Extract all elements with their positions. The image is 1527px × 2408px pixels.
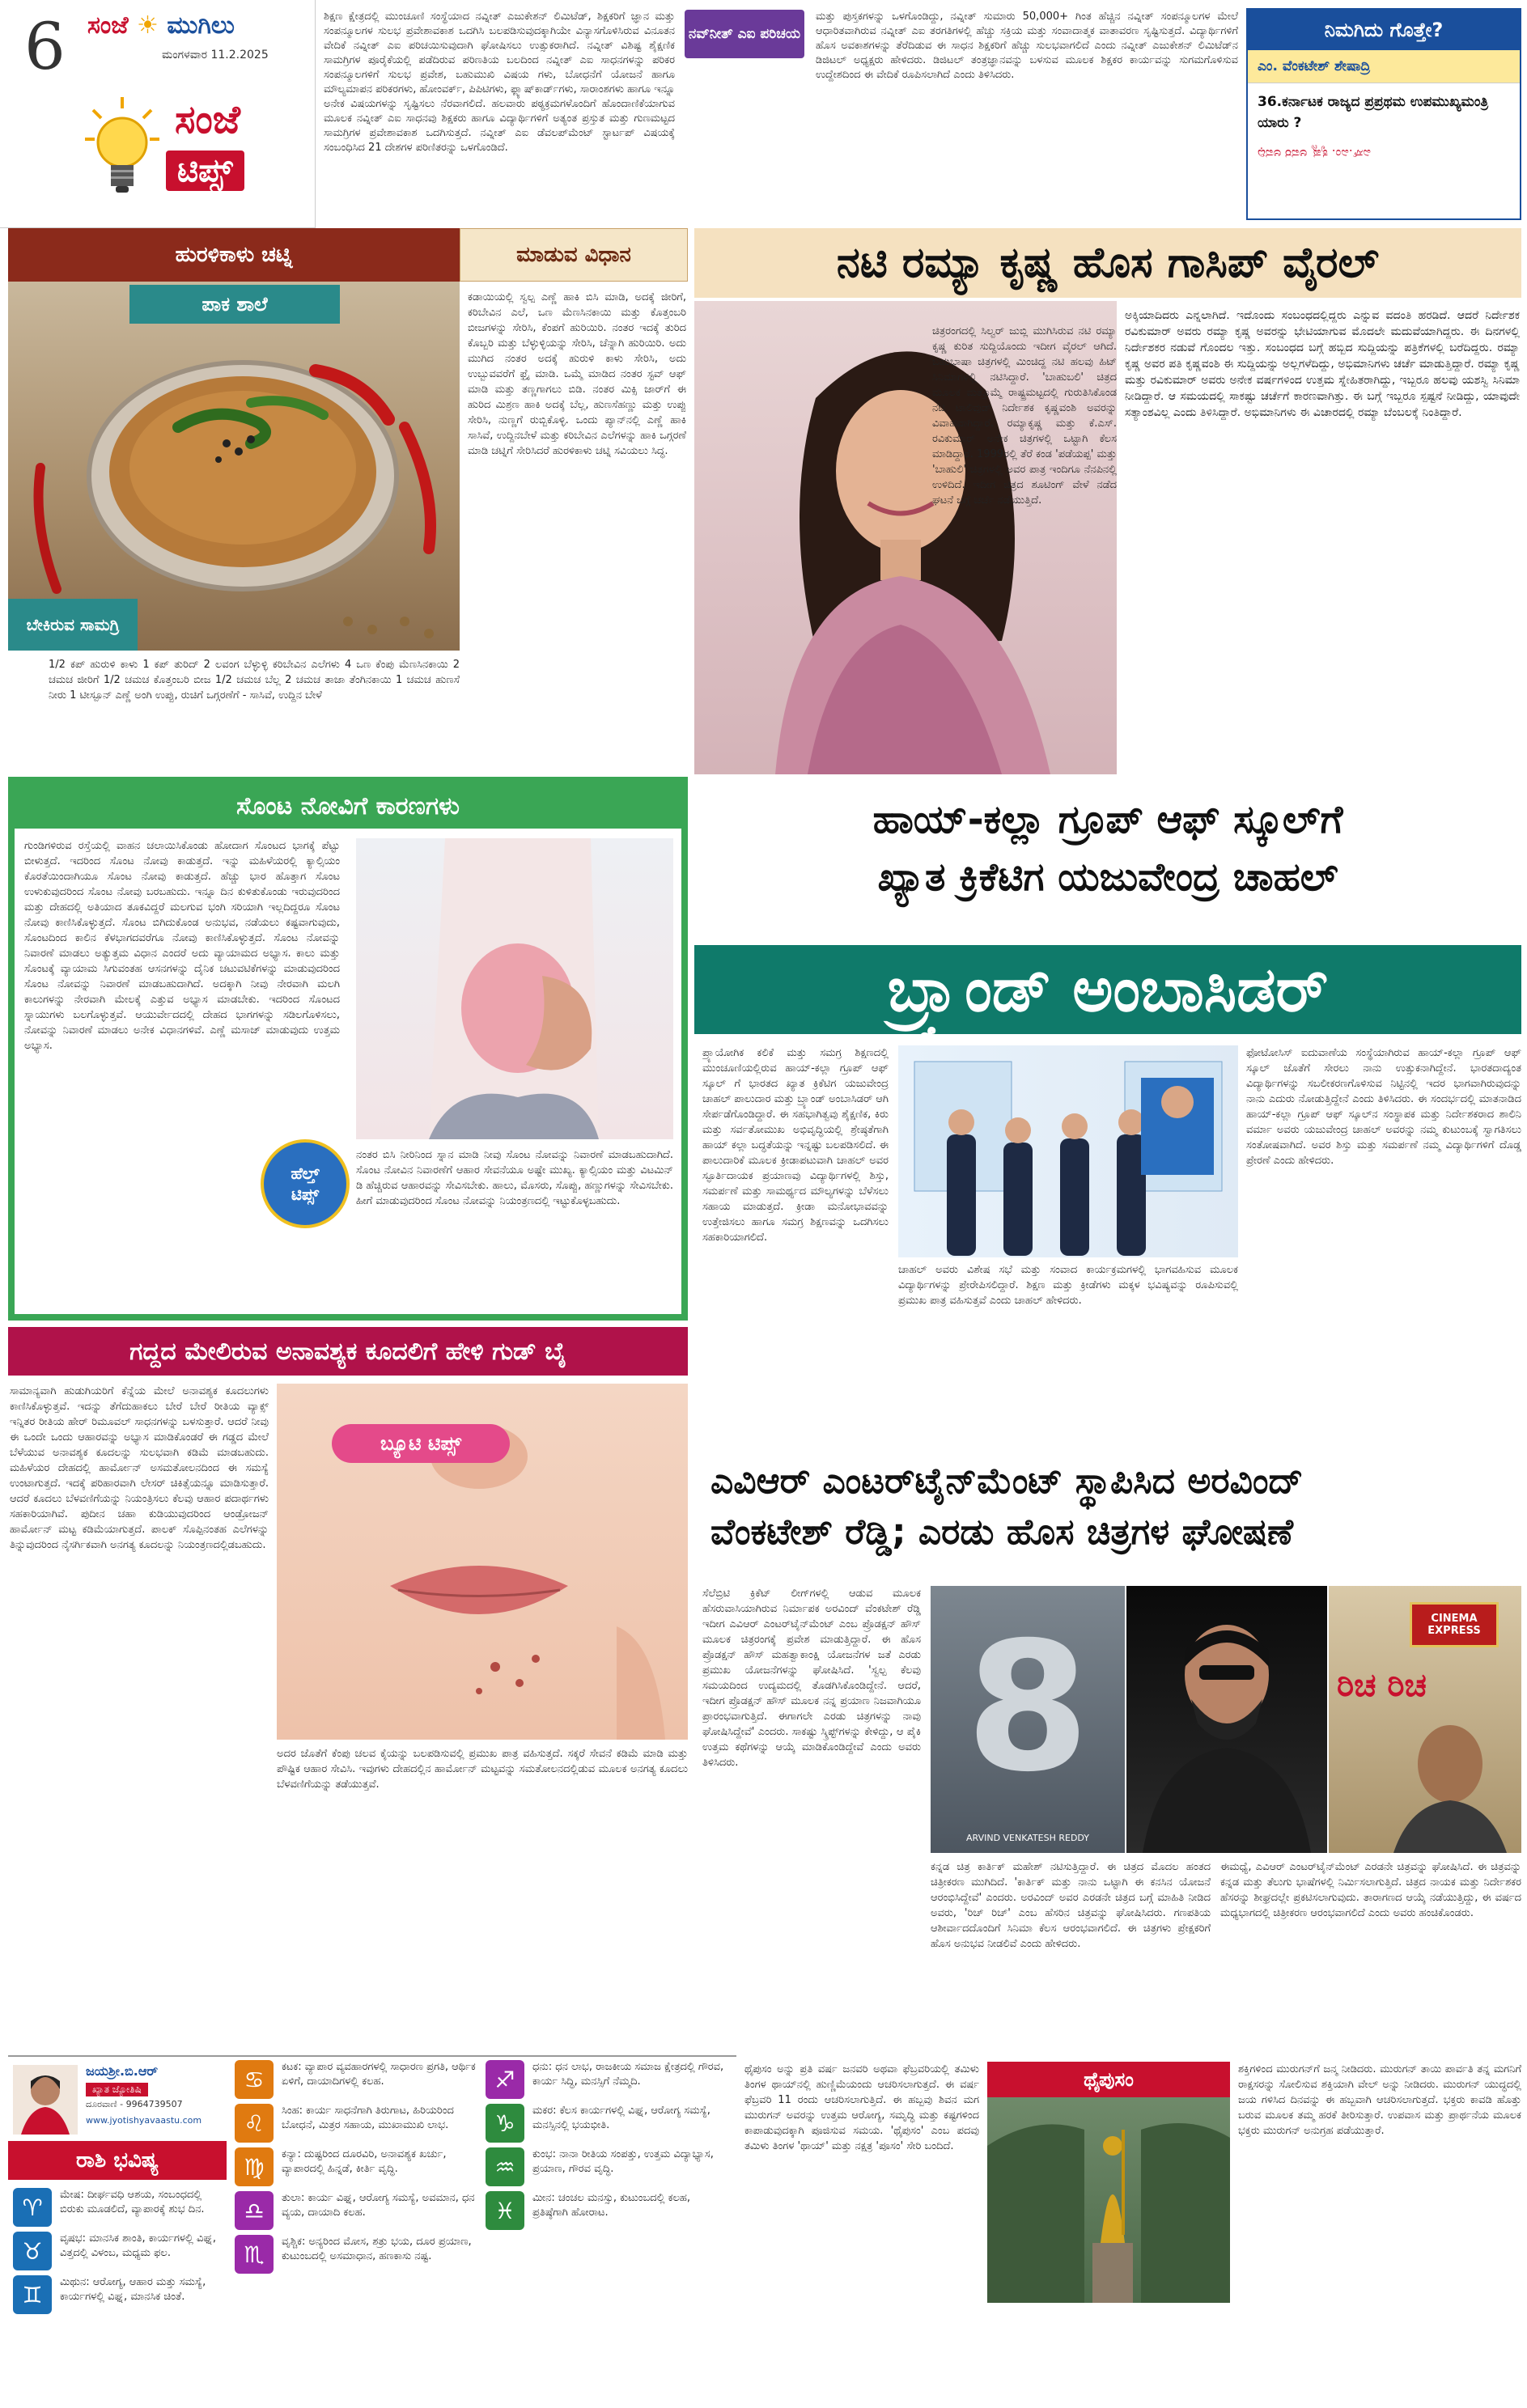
backpain-title: ಸೊಂಟ ನೋವಿಗೆ ಕಾರಣಗಳು (15, 783, 681, 829)
recipe-method-label: ಮಾಡುವ ವಿಧಾನ (460, 228, 688, 282)
astro-section (8, 2055, 736, 2403)
zodiac-item (235, 2191, 477, 2230)
zodiac-item (13, 2232, 227, 2270)
recipe-photo (8, 282, 460, 651)
beauty-title: ಗದ್ದದ ಮೇಲಿರುವ ಅನಾವಶ್ಯಕ ಕೂದಲಿಗೆ ಹೇಳಿ ಗುಡ್ ಬೈ (8, 1327, 688, 1376)
ramya-headline: ನಟಿ ರಮ್ಯಾ ಕೃಷ್ಣ ಹೊಸ ಗಾಸಿಪ್ ವೈರಲ್ (694, 228, 1521, 298)
issue-date: ಮಂಗಳವಾರ 11.2.2025 (162, 49, 269, 61)
sun-logo-icon: ☀ (137, 11, 159, 40)
avr-rich-title: ರಿಚ ರಿಚ (1337, 1667, 1427, 1704)
page-number: 6 (24, 9, 66, 84)
zodiac-sign-icon: ♎ (235, 2191, 274, 2230)
tips-word1: ಸಂಜೆ (175, 97, 240, 142)
zodiac-item (235, 2060, 477, 2099)
avr-headline (694, 1455, 1521, 1576)
zodiac-text: ಸಿಂಹ: ಕಾರ್ಯ ಸಾಧನೆಗಾಗಿ ತಿರುಗಾಟ, ಹಿರಿಯರಿಂದ ಬೋಧನೆ, ಮಿತ್ರರ ಸಹಾಯ, ಮುಖಾಮುಖಿ ಲಾಭ. (282, 2105, 454, 2131)
chahal-banner: ಬ್ರ್ಯಾಂಡ್ ಅಂಬಾಸಿಡರ್ (694, 945, 1521, 1034)
zodiac-item (486, 2060, 728, 2099)
beauty-text-right: ಅದರ ಜೊತೆಗೆ ಕೆಂಪು ಚಲವ ಕೈಯನ್ನು ಬಲಪಡಿಸುವಲ್ಲಿ ಪ್ರಮುಖ ಪಾತ್ರ ವಹಿಸುತ್ತದೆ. ಸಕ್ಕರೆ ಸೇವನೆ ಕಡಿಮೆ ಮಾಡಿ ಮತ್ತು ಪೌಷ್ಟಿಕ ಆಹಾರ ಸೇವಿಸಿ. ಇವುಗಳು ದೇಹದಲ್ಲಿನ ಹಾರ್ಮೋನ್ ಮಟ್ಟವನ್ನು ಸಮತೋಲನದಲ್ಲಿಡುವ ಮೂಲಕ ಅನಗತ್ಯ ಕೂದಲು ಬೆಳವಣಿಗೆಯನ್ನು ತಡೆಯುತ್ತವೆ. (277, 1748, 688, 1791)
badge-line1: ಹೆಲ್ತ್ (291, 1164, 320, 1183)
zodiac-text: ತುಲಾ: ಕಾರ್ಯ ವಿಘ್ನ, ಆರೋಗ್ಯ ಸಮಸ್ಯೆ, ಅವಮಾನ, ಧನ ವ್ಯಯ, ದಾಯಾದಿ ಕಲಹ. (282, 2192, 475, 2219)
paper-name (87, 11, 235, 40)
zodiac-text: ಕುಂಭ: ನಾನಾ ರೀತಿಯ ಸಂಪತ್ತು, ಉತ್ತಮ ವಿದ್ಯಾಭ್ಯಾಸ, ಪ್ರಯಾಣ, ಗೌರವ ವೃದ್ಧಿ. (532, 2148, 714, 2175)
zodiac-item (235, 2147, 477, 2186)
backpain-photo (356, 838, 673, 1139)
avr-poster-8 (931, 1586, 1125, 1853)
beauty-badge: ಬ್ಯೂಟಿ ಟಿಪ್ಸ್ (332, 1424, 510, 1463)
navneeth-article-right: ಮತ್ತು ಪುಸ್ತಕಗಳನ್ನು ಒಳಗೊಂಡಿದ್ದು, ನವ್ನೀತ್ ಸುಮಾರು 50,000+ ಗಿಂತ ಹೆಚ್ಚಿನ ನವ್ನೀತ್ ಸಂಪನ್ಮೂಲಗಳ ಮೇಲೆ ಆಧಾರಿತವಾಗಿರುವ ನವ್ನೀತ್ ಎಐ ತರಗತಿಗಳಲ್ಲಿ ಹೆಚ್ಚು ಸಕ್ರಿಯ ಮತ್ತು ಸಂವಾದಾತ್ಮಕ ವಾತಾವರಣ ಸೃಷ್ಟಿಸುತ್ತದೆ. ವಿದ್ಯಾರ್ಥಿಗಳಿಗೆ ಹೊಸ ಅವಕಾಶಗಳನ್ನು ತೆರೆದಿಡುವ ಈ ಸಾಧನ ಶಿಕ್ಷಕರಿಗೆ ಹೆಚ್ಚು ಸುಲಭವಾಗಲಿದೆ ಎಂದು ನವ್ನೀತ್ ಎಜುಕೇಶನ್ ಲಿಮಿಟೆಡ್‌ನ ಡಿಜಿಟಲ್ ಅಧ್ಯಕ್ಷರು ಹೇಳಿದರು. ಡಿಜಿಟಲ್ ತಂತ್ರಜ್ಞಾನವನ್ನು ಬಳಸುವ ಮೂಲಕ ಶಿಕ್ಷಕರ ಕಾರ್ಯವನ್ನು ಸುಗಮಗೊಳಿಸುವ ಉದ್ದೇಶದಿಂದ ಈ ವೇದಿಕೆ ರೂಪಿಸಲಾಗಿದೆ ಎಂದು ತಿಳಿಸಿದರು. (816, 11, 1238, 81)
health-tips-badge (261, 1139, 350, 1228)
recipe-ingredients-text: 1/2 ಕಪ್ ಹುರುಳಿ ಕಾಳು 1 ಕಪ್ ತುರಿದ್ 2 ಲವಂಗ ಬೆಳ್ಳುಳ್ಳಿ ಕರಿಬೇವಿನ ಎಲೆಗಳು 4 ಒಣ ಕೆಂಪು ಮೆಣಸಿನಕಾಯಿ 2 ಚಮಚ ಜೀರಿಗೆ 1/2 ಚಮಚ ಕೊತ್ತಂಬರಿ ಬೀಜ 1/2 ಚಮಚ ಬೆಲ್ಲ 2 ಚಮಚ ತಾಜಾ ತೆಂಗಿನಕಾಯಿ 1 ಚಮಚ ಹುಣಸೆ ನೀರು 1 ಟೀಸ್ಪೂನ್ ಎಣ್ಣೆ ಅಂಗಿ ಉಪ್ಪು, ರುಚಿಗೆ ಒಗ್ಗರಣೆಗೆ - ಸಾಸಿವೆ, ಉದ್ದಿನ ಬೇಳೆ (49, 659, 460, 702)
avr-headline-line1: ಎವಿಆರ್ ಎಂಟರ್‌ಟೈನ್‌ಮೆಂಟ್ ಸ್ಥಾಪಿಸಿದ ಅರವಿಂದ್ (710, 1460, 1304, 1502)
quiz-title: ನಿಮಗಿದು ಗೊತ್ತೇ? (1248, 10, 1520, 50)
zodiac-sign-icon: ♒ (486, 2147, 524, 2186)
quiz-answer-name: ಎಂ. ವೆಂಕಟೇಶ್ ಶೇಷಾದ್ರಿ (1248, 50, 1520, 83)
beauty-text-left: ಸಾಮಾನ್ಯವಾಗಿ ಹುಡುಗಿಯರಿಗೆ ಕೆನ್ನೆಯ ಮೇಲೆ ಅನಾವಶ್ಯಕ ಕೂದಲುಗಳು ಕಾಣಿಸಿಕೊಳ್ಳುತ್ತವೆ. ಇದನ್ನು ತೆಗೆದುಹಾಕಲು ಬೇರೆ ಬೇರೆ ರೀತಿಯ ವ್ಯಾಕ್ಸ್ ಇನ್ನಿತರ ರೀತಿಯ ಹೇರ್ ರಿಮೂವಲ್ ಸಾಧನಗಳನ್ನು ಬಳಸುತ್ತಾರೆ. ಆದರೆ ನೀವು ಈ ಒಂದೇ ಒಂದು ಆಹಾರವನ್ನು ಅಭ್ಯಾಸ ಮಾಡಿಕೊಂಡರೆ ಈ ಗಡ್ಡದ ಮೇಲೆ ಬೆಳೆಯುವ ಅನಾವಶ್ಯಕ ಕೂದಲನ್ನು ಸುಲಭವಾಗಿ ಕಡಿಮೆ ಮಾಡಬಹುದು. ಮಹಿಳೆಯರ ದೇಹದಲ್ಲಿ ಹಾರ್ಮೋನ್ ಅಸಮತೋಲನದಿಂದ ಈ ಸಮಸ್ಯೆ ಉಂಟಾಗುತ್ತದೆ. ಇದಕ್ಕೆ ಪರಿಹಾರವಾಗಿ ಲೇಸರ್ ಚಿಕಿತ್ಸೆಯನ್ನೂ ಮಾಡಿಸುತ್ತಾರೆ. ಆದರೆ ಕೂದಲು ಬೆಳವಣಿಗೆಯನ್ನು ನಿಯಂತ್ರಿಸಲು ಕೆಲವು ಆಹಾರ ಪದಾರ್ಥಗಳು ಸಹಕಾರಿಯಾಗಿವೆ. ಪುದೀನ ಚಹಾ ಕುಡಿಯುವುದರಿಂದ ಆಂಡ್ರೋಜನ್ ಹಾರ್ಮೋನ್ ಮಟ್ಟ ಕಡಿಮೆಯಾಗುತ್ತದೆ. ಪಾಲಕ್ ಸೊಪ್ಪಿನಂತಹ ಎಲೆಗಳನ್ನು ತಿನ್ನುವುದರಿಂದ ನೈಸರ್ಗಿಕವಾಗಿ ಅನಗತ್ಯ ಕೂದಲನ್ನು ನಿಯಂತ್ರಣದಲ್ಲಿಡಬಹುದು. (10, 1385, 269, 1551)
chahal-photo (898, 1045, 1238, 1257)
zodiac-text: ವೃಷಭ: ಮಾನಸಿಕ ಶಾಂತಿ, ಕಾರ್ಯಗಳಲ್ಲಿ ವಿಘ್ನ, ವಿತ್ತದಲ್ಲಿ ವಿಳಂಬ, ಮಧ್ಯಮ ಫಲ. (60, 2232, 216, 2259)
recipe-ingredients-label: ಬೇಕಿರುವ ಸಾಮಗ್ರಿ (8, 599, 138, 651)
zodiac-text: ಮೇಷ: ದೀರ್ಘವಧಿ ಆಶಯ, ಸಂಬಂಧದಲ್ಲಿ ಬಿರುಕು ಮೂಡಲಿದೆ, ವ್ಯಾಪಾರಕ್ಕೆ ಶುಭ ದಿನ. (60, 2189, 205, 2215)
signs-column-3 (486, 2060, 728, 2235)
zodiac-item (235, 2235, 477, 2274)
zodiac-sign-icon: ♊ (13, 2275, 52, 2314)
zodiac-sign-icon: ♐ (486, 2060, 524, 2099)
navneeth-label: ನವ್‌ನೀತ್ ಎಐ ಪರಿಚಯ (685, 10, 804, 58)
paper-name-right: ಮುಗಿಲು (167, 11, 235, 40)
chahal-text-right: ಫೋಟೋಸಿಸ್ ಐದುವಾಣೆಯ ಸಂಸ್ಥೆಯಾಗಿರುವ ಹಾಯ್-ಕಲ್ಲಾ ಗ್ರೂಪ್ ಆಫ್ ಸ್ಕೂಲ್ ಜೊತೆಗೆ ಸೇರಲು ನಾನು ಉತ್ಸುಕನಾಗಿದ್ದೇನೆ. ಭಾರತದಾದ್ಯಂತ ವಿದ್ಯಾರ್ಥಿಗಳನ್ನು ಸಬಲೀಕರಣಗೊಳಿಸುವ ನಿಟ್ಟಿನಲ್ಲಿ ಇದರ ಭಾಗವಾಗಿರುವುದನ್ನು ನಾನು ಎದುರು ನೋಡುತ್ತಿದ್ದೇನೆ ಎಂದು ತಿಳಿಸಿದರು. ಈ ಸಂದರ್ಭದಲ್ಲಿ ಮಾತನಾಡಿದ ಹಾಯ್-ಕಲ್ಲಾ ಗ್ರೂಪ್ ಆಫ್ ಸ್ಕೂಲ್‌ನ ಸಂಸ್ಥಾಪಕ ಮತ್ತು ನಿರ್ದೇಶಕರಾದ ಶಾಲಿನಿ ವರ್ಮಾ ಅವರು ಯಜುವೇಂದ್ರ ಚಾಹಲ್ ಅವರನ್ನು ನಮ್ಮ ಕುಟುಂಬಕ್ಕೆ ಸ್ವಾಗತಿಸಲು ಸಂತೋಷವಾಗಿದೆ. ಅವರ ಶಿಸ್ತು ಮತ್ತು ಸಮರ್ಪಣೆ ನಮ್ಮ ವಿದ್ಯಾರ್ಥಿಗಳಿಗೆ ದೊಡ್ಡ ಪ್ರೇರಣೆ ಎಂದು ಹೇಳಿದರು. (1246, 1047, 1521, 1167)
thaipusam-label: ಥೈಪುಸಂ (987, 2062, 1230, 2097)
avr-text-bottom-left: ಕನ್ನಡ ಚಿತ್ರ ಕಾರ್ತಿಕ್ ಮಹೇಶ್ ನಟಿಸುತ್ತಿದ್ದಾರೆ. ಈ ಚಿತ್ರದ ಮೊದಲ ಹಂತದ ಚಿತ್ರೀಕರಣ ಮುಗಿದಿದೆ. 'ಕಾರ್ತಿಕ್ ಮತ್ತು ನಾನು ಒಟ್ಟಾಗಿ ಈ ಕನಸಿನ ಯೋಜನೆ ಆರಂಭಿಸಿದ್ದೇವೆ' ಎಂದರು. ಅರವಿಂದ್ ಅವರ ಎರಡನೇ ಚಿತ್ರದ ಬಗ್ಗೆ ಮಾಹಿತಿ ನೀಡಿದ ಅವರು, 'ರಿಚ್ ರಿಚ್' ಎಂಬ ಹೆಸರಿನ ಚಿತ್ರವನ್ನು ಘೋಷಿಸಿದರು. ಗಣಪತಿಯ ಆಶೀರ್ವಾದದೊಂದಿಗೆ ಸಿನಿಮಾ ಕೆಲಸ ಆರಂಭವಾಗಲಿದೆ. ಈ ಚಿತ್ರಗಳು ಪ್ರೇಕ್ಷಕರಿಗೆ ಹೊಸ ಅನುಭವ ನೀಡಲಿವೆ ಎಂದು ಹೇಳಿದರು. (931, 1861, 1211, 1950)
avr-text-top: ಸೆಲೆಬ್ರಿಟಿ ಕ್ರಿಕೆಟ್ ಲೀಗ್‌ಗಳಲ್ಲಿ ಆಡುವ ಮೂಲಕ ಹೆಸರುವಾಸಿಯಾಗಿರುವ ನಿರ್ಮಾಪಕ ಅರವಿಂದ್ ವೆಂಕಟೇಶ್ ರೆಡ್ಡಿ ಇದೀಗ ಎವಿಆರ್ ಎಂಟರ್‌ಟೈನ್‌ಮೆಂಟ್ ಎಂಬ ಪ್ರೊಡಕ್ಷನ್ ಹೌಸ್ ಮೂಲಕ ಚಿತ್ರರಂಗಕ್ಕೆ ಪ್ರವೇಶ ಮಾಡುತ್ತಿದ್ದಾರೆ. ಈ ಹೊಸ ಪ್ರೊಡಕ್ಷನ್ ಹೌಸ್ ಮಹತ್ವಾಕಾಂಕ್ಷಿ ಯೋಜನೆಗಳ ಜತೆ ಎರಡು ಪ್ರಮುಖ ಯೋಜನೆಗಳನ್ನು ಘೋಷಿಸಿದೆ. 'ಸ್ವಲ್ಪ ಕೆಲವು ಸಮಯದಿಂದ ಉದ್ಯಮದಲ್ಲಿ ತೊಡಗಿಸಿಕೊಂಡಿದ್ದೇನೆ. ಆದರೆ, ಇದೀಗ ಪ್ರೊಡಕ್ಷನ್ ಹೌಸ್ ಮೂಲಕ ನನ್ನ ಪ್ರಯಾಣ ನಿಜವಾಗಿಯೂ ಪ್ರಾರಂಭವಾಗುತ್ತಿದೆ. ಈಗಾಗಲೇ ಎರಡು ಚಿತ್ರಗಳನ್ನು ನಾವು ಘೋಷಿಸಿದ್ದೇವೆ' ಎಂದರು. ಸಾಕಷ್ಟು ಸ್ಕ್ರಿಪ್ಟ್‌ಗಳನ್ನು ಕೇಳಿದ್ದು, ಆ ಪೈಕಿ ಉತ್ತಮ ಕಥೆಗಳನ್ನು ಆಯ್ಕೆ ಮಾಡಿಕೊಂಡಿದ್ದೇವೆ ಎಂದು ಅವರು ತಿಳಿಸಿದರು. (702, 1588, 921, 1769)
avr-text-bottom-right: ಈಮಧ್ಯೆ, ಎವಿಆರ್ ಎಂಟರ್‌ಟೈನ್‌ಮೆಂಟ್ ಎರಡನೇ ಚಿತ್ರವನ್ನು ಘೋಷಿಸಿದೆ. ಈ ಚಿತ್ರವನ್ನು ಕನ್ನಡ ಮತ್ತು ತೆಲುಗು ಭಾಷೆಗಳಲ್ಲಿ ನಿರ್ಮಿಸಲಾಗುತ್ತಿದೆ. ಚಿತ್ರದ ನಾಯಕ ಮತ್ತು ನಿರ್ದೇಶಕರ ಹೆಸರನ್ನು ಶೀಘ್ರದಲ್ಲೇ ಪ್ರಕಟಿಸಲಾಗುವುದು. ತಾರಾಗಣದ ಆಯ್ಕೆ ನಡೆಯುತ್ತಿದ್ದು, ಈ ವರ್ಷದ ಮಧ್ಯಭಾಗದಲ್ಲಿ ಚಿತ್ರೀಕರಣ ಆರಂಭವಾಗಲಿದೆ ಎಂದು ಅವರು ಹಂಚಿಕೊಂಡರು. (1220, 1861, 1521, 1919)
recipe-method-text: ಕಡಾಯಿಯಲ್ಲಿ ಸ್ವಲ್ಪ ಎಣ್ಣೆ ಹಾಕಿ ಬಿಸಿ ಮಾಡಿ, ಅದಕ್ಕೆ ಜೀರಿಗೆ, ಕರಿಬೇವಿನ ಎಲೆ, ಒಣ ಮೆಣಸಿನಕಾಯಿ ಮತ್ತು ಕೊತ್ತಂಬರಿ ಬೀಜಗಳನ್ನು ಸೇರಿಸಿ, ಕೆಂಪಗೆ ಹುರಿಯಿರಿ. ನಂತರ ಇದಕ್ಕೆ ತುರಿದ ಕೊಬ್ಬರಿ ಮತ್ತು ಬೆಳ್ಳುಳ್ಳಿಯನ್ನು ಸೇರಿಸಿ, ಚೆನ್ನಾಗಿ ಹುರಿಯಿರಿ. ಅದು ಮುಗಿದ ನಂತರ ಅದಕ್ಕೆ ಹುರುಳಿ ಕಾಳು ಸೇರಿಸಿ, ಅದು ಉಬ್ಬುವವರೆಗೆ ಫ್ರೈ ಮಾಡಿ. ಒಮ್ಮೆ ಮಾಡಿದ ನಂತರ ಸ್ಟವ್ ಆಫ್ ಮಾಡಿ ಮತ್ತು ತಣ್ಣಗಾಗಲು ಬಿಡಿ. ನಂತರ ಮಿಕ್ಸಿ ಜಾರ್‌ಗೆ ಈ ಹುರಿದ ಮಿಶ್ರಣ ಹಾಕಿ ಅದಕ್ಕೆ ಬೆಲ್ಲ, ಹುಣಸೆಹಣ್ಣು ಮತ್ತು ಉಪ್ಪು ಸೇರಿಸಿ, ನುಣ್ಣಗೆ ರುಬ್ಬಿಕೊಳ್ಳಿ. ಒಂದು ಪ್ಯಾನ್‌ನಲ್ಲಿ ಎಣ್ಣೆ ಹಾಕಿ ಸಾಸಿವೆ, ಉದ್ದಿನಬೇಳೆ ಮತ್ತು ಕರಿಬೇವಿನ ಎಲೆಗಳನ್ನು ಹಾಕಿ ಒಗ್ಗರಣೆ ಮಾಡಿ ಚಟ್ನಿಗೆ ಸೇರಿಸಿದರೆ ಹುರಳಿಕಾಳು ಚಟ್ನಿ ಸವಿಯಲು ಸಿದ್ಧ. (468, 291, 686, 457)
zodiac-text: ಕನ್ಯಾ: ದುಷ್ಟರಿಂದ ದೂರವಿರಿ, ಅನಾವಶ್ಯಕ ಖರ್ಚು, ವ್ಯಾಪಾರದಲ್ಲಿ ಹಿನ್ನಡೆ, ಕೀರ್ತಿ ವೃದ್ಧಿ. (282, 2148, 447, 2175)
zodiac-sign-icon: ♋ (235, 2060, 274, 2099)
avr-headline-line2: ವೆಂಕಟೇಶ್ ರೆಡ್ಡಿ; ಎರಡು ಹೊಸ ಚಿತ್ರಗಳ ಘೋಷಣೆ (710, 1511, 1293, 1553)
thaipusam-photo (987, 2097, 1230, 2303)
zodiac-item (235, 2104, 477, 2143)
zodiac-item (13, 2275, 227, 2314)
zodiac-sign-icon: ♉ (13, 2232, 52, 2270)
zodiac-sign-icon: ♓ (486, 2191, 524, 2230)
cinema-express-badge: CINEMA EXPRESS (1410, 1602, 1499, 1647)
zodiac-text: ಮಿಥುನ: ಆರೋಗ್ಯ, ಆಹಾರ ಮತ್ತು ಸಮಸ್ಯೆ, ಕಾರ್ಯಗಳಲ್ಲಿ ವಿಘ್ನ, ಮಾನಸಿಕ ಚಿಂತೆ. (60, 2276, 206, 2303)
zodiac-item (13, 2188, 227, 2227)
masthead (0, 0, 316, 228)
backpain-text-right: ನಂತರ ಬಿಸಿ ನೀರಿನಿಂದ ಸ್ನಾನ ಮಾಡಿ ನೀವು ಸೊಂಟ ನೋವನ್ನು ನಿವಾರಣೆ ಮಾಡಬಹುದಾಗಿದೆ. ಸೊಂಟ ನೋವಿನ ನಿವಾರಣೆಗೆ ಆಹಾರ ಸೇವನೆಯೂ ಅಷ್ಟೇ ಮುಖ್ಯ. ಕ್ಯಾಲ್ಸಿಯಂ ಮತ್ತು ವಿಟಮಿನ್ ಡಿ ಹೆಚ್ಚಿರುವ ಆಹಾರವನ್ನು ಸೇವಿಸಬೇಕು. ಹಾಲು, ಮೊಸರು, ಸೊಪ್ಪು, ಹಣ್ಣುಗಳನ್ನು ಸೇವಿಸಬೇಕು. ಹೀಗೆ ಮಾಡುವುದರಿಂದ ಸೊಂಟ ನೋವನ್ನು ನಿಯಂತ್ರಣದಲ್ಲಿ ಇಟ್ಟುಕೊಳ್ಳಬಹುದು. (356, 1149, 673, 1207)
signs-column-1 (13, 2188, 227, 2319)
zodiac-text: ಮೀನ: ಚಂಚಲ ಮನಸ್ಸು, ಕುಟುಂಬದಲ್ಲಿ ಕಲಹ, ಪ್ರತಿಷ್ಠೆಗಾಗಿ ಹೋರಾಟ. (532, 2192, 691, 2219)
avr-poster-rich (1329, 1586, 1521, 1853)
zodiac-text: ವೃಶ್ಚಿಕ: ಅನ್ಯರಿಂದ ಮೋಸ, ಶತ್ರು ಭಯ, ದೂರ ಪ್ರಯಾಣ, ಕುಟುಂಬದಲ್ಲಿ ಅಸಮಾಧಾನ, ಹಣಕಾಸು ನಷ್ಟ. (282, 2236, 472, 2262)
recipe-title: ಹುರಳಿಕಾಳು ಚಟ್ನಿ (8, 228, 460, 282)
quiz-box (1246, 8, 1521, 220)
zodiac-sign-icon: ♍ (235, 2147, 274, 2186)
thaipusam-text-right: ಶಕ್ತಿಗಳಿಂದ ಮುರುಗನ್‌ಗೆ ಜನ್ಮ ನೀಡಿದರು. ಮುರುಗನ್ ತಾಯಿ ಪಾರ್ವತಿ ತನ್ನ ಮಗನಿಗೆ ರಾಕ್ಷಸರನ್ನು ಸೋಲಿಸುವ ಶಕ್ತಿಯಾಗಿ ವೇಲ್ ಅನ್ನು ನೀಡಿದರು. ಮುರುಗನ್ ಯುದ್ಧದಲ್ಲಿ ಜಯ ಗಳಿಸಿದ ದಿನವನ್ನು ಈ ಹಬ್ಬವಾಗಿ ಆಚರಿಸಲಾಗುತ್ತದೆ. ಭಕ್ತರು ಕಾವಡಿ ಹೊತ್ತು ಬರುವ ಮೂಲಕ ತಮ್ಮ ಹರಕೆ ತೀರಿಸುತ್ತಾರೆ. ಉಪವಾಸ ಮತ್ತು ಪ್ರಾರ್ಥನೆಯ ಮೂಲಕ ಭಕ್ತರು ಮುರುಗನ್ ಅನುಗ್ರಹ ಪಡೆಯುತ್ತಾರೆ. (1238, 2063, 1521, 2137)
backpain-text-left: ಗುಂಡಿಗಳಿರುವ ರಸ್ತೆಯಲ್ಲಿ ವಾಹನ ಚಲಾಯಿಸಿಕೊಂಡು ಹೋದಾಗ ಸೊಂಟದ ಭಾಗಕ್ಕೆ ಪೆಟ್ಟು ಬೀಳುತ್ತದೆ. ಇದರಿಂದ ಸೊಂಟ ನೋವು ಕಾಡುತ್ತದೆ. ಇನ್ನು ಮಹಿಳೆಯರಲ್ಲಿ ಕ್ಯಾಲ್ಸಿಯಂ ಕೊರತೆಯಿಂದಾಗಿಯೂ ಸೊಂಟ ನೋವು ಕಾಡುತ್ತದೆ. ಹೆಚ್ಚು ಭಾರ ಹೊತ್ತಾಗ ಸೊಂಟ ಉಳುಕುವುದರಿಂದ ಸೊಂಟ ನೋವು ಬರಬಹುದು. ಇನ್ನೂ ದಿನ ಕುಳಿತುಕೊಂಡು ಇರುವುದರಿಂದ ಮತ್ತು ದೇಹದಲ್ಲಿ ಅತಿಯಾದ ತೂಕವಿದ್ದರೆ ಮಲಗುವ ಭಂಗಿ ಸರಿಯಾಗಿ ಇಲ್ಲದಿದ್ದರೂ ಸೊಂಟ ನೋವು ಕಾಣಿಸಿಕೊಳ್ಳುತ್ತದೆ. ಸೊಂಟ ಬಿಗಿದುಕೊಂಡ ಅನುಭವ, ನಡೆಯಲು ಕಷ್ಟವಾಗುವುದು, ಸೊಂಟದಿಂದ ಕಾಲಿನ ಕೆಳಭಾಗದವರೆಗೂ ನೋವು ಕಾಣಿಸಿಕೊಳ್ಳುತ್ತದೆ. ಸೊಂಟ ನೋವನ್ನು ನಿವಾರಣೆ ಮಾಡಲು ಅತ್ಯುತ್ತಮ ವಿಧಾನ ಎಂದರೆ ಅದು ವ್ಯಾಯಾಮದ ಅಭ್ಯಾಸ. ಕಾಲು ಮತ್ತು ಸೊಂಟಕ್ಕೆ ವ್ಯಾಯಾಮ ಸಿಗುವಂತಹ ಆಸನಗಳನ್ನು ದೈನಿಕ ಚಟುವಟಿಕೆಗಳನ್ನು ಮಾಡುವುದರಿಂದ ಸೊಂಟ ನೋವನ್ನು ನಿವಾರಣೆ ಮಾಡಬಹುದಾಗಿದೆ. ಅದಕ್ಕಾಗಿ ನೀವು ನೇರವಾಗಿ ಮಲಗಿ ಕಾಲುಗಳನ್ನು ನೇರವಾಗಿ ಮೇಲಕ್ಕೆ ಎತ್ತುವ ಅಭ್ಯಾಸ ಮಾಡಬೇಕು. ಇದರಿಂದ ಸೊಂಟದ ಸ್ನಾಯುಗಳು ಬಲಗೊಳ್ಳುತ್ತವೆ. ಆಯುರ್ವೇದದಲ್ಲಿ ದೇಹದ ಭಾಗಗಳನ್ನು ಸಡಿಲಗೊಳಿಸಲು, ನೋವನ್ನು ನಿವಾರಣೆ ಮಾಡಲು ಅನೇಕ ವಿಧಾನಗಳಿವೆ. ಎಣ್ಣೆ ಮಸಾಜ್ ಮಾಡುವುದು ಉತ್ತಮ ಅಭ್ಯಾಸ. (24, 840, 340, 1052)
avr-producer-photo (1126, 1586, 1327, 1853)
astrologer-role: ಖ್ಯಾತ ಜ್ಯೋತಿಷಿ (86, 2083, 148, 2096)
bulb-icon (85, 95, 159, 201)
thaipusam-text-left: ಥೈಪುಸಂ ಅನ್ನು ಪ್ರತಿ ವರ್ಷ ಜನವರಿ ಅಥವಾ ಫೆಬ್ರವರಿಯಲ್ಲಿ ತಮಿಳು ತಿಂಗಳ ಥಾಯ್‌ನಲ್ಲಿ ಹುಣ್ಣಿಮೆಯಂದು ಆಚರಿಸಲಾಗುತ್ತದೆ. ಈ ವರ್ಷ ಫೆಬ್ರವರಿ 11 ರಂದು ಆಚರಿಸಲಾಗುತ್ತಿದೆ. ಈ ಹಬ್ಬವು ಶಿವನ ಮಗ ಮುರುಗನ್ ಅವರನ್ನು ಉತ್ತಮ ಆರೋಗ್ಯ, ಸಮೃದ್ಧಿ ಮತ್ತು ಕಷ್ಟಗಳಿಂದ ಕಾಪಾಡುವುದಕ್ಕಾಗಿ ಪೂಜಿಸುವ ಸಮಯ. 'ಥೈಪುಸಂ' ಎಂಬ ಪದವು ತಮಿಳು ತಿಂಗಳ 'ಥಾಯ್' ಮತ್ತು ನಕ್ಷತ್ರ 'ಪೂಸಂ' ಸೇರಿ ಬಂದಿದೆ. (744, 2063, 979, 2152)
zodiac-sign-icon: ♑ (486, 2104, 524, 2143)
astrologer-name: ಜಯಶ್ರೀ.ಬಿ.ಆರ್ (86, 2063, 159, 2079)
zodiac-text: ಮಕರ: ಕೆಲಸ ಕಾರ್ಯಗಳಲ್ಲಿ ವಿಘ್ನ, ಆರೋಗ್ಯ ಸಮಸ್ಯೆ, ಮನಸ್ಸಿನಲ್ಲಿ ಭಯಭೀತಿ. (532, 2105, 710, 2131)
zodiac-item (486, 2104, 728, 2143)
badge-line2: ಟಿಪ್ಸ್ (291, 1185, 320, 1204)
astro-heading: ರಾಶಿ ಭವಿಷ್ಯ (8, 2141, 227, 2180)
paper-name-left: ಸಂಜೆ (87, 11, 129, 40)
astrologer-website: www.jyotishyavaastu.com (86, 2115, 202, 2126)
astrologer-photo (13, 2065, 78, 2135)
quiz-question: 36.ಕರ್ನಾಟಕ ರಾಜ್ಯದ ಪ್ರಪ್ರಥಮ ಉಪಮುಖ್ಯಮಂತ್ರಿ ಯಾರು ? (1258, 94, 1489, 131)
zodiac-item (486, 2147, 728, 2186)
chahal-headline-line1: ಹಾಯ್-ಕಲ್ಲಾ ಗ್ರೂಪ್ ಆಫ್ ಸ್ಕೂಲ್‌ಗೆ (872, 797, 1343, 842)
chahal-headline-line2: ಖ್ಯಾತ ಕ್ರಿಕೆಟಿಗ ಯಜುವೇಂದ್ರ ಚಾಹಲ್ (877, 854, 1338, 901)
recipe-section-label: ಪಾಕ ಶಾಲೆ (129, 285, 340, 324)
astrologer-phone: ದೂರವಾಣಿ - 9964739507 (86, 2099, 183, 2109)
navneeth-article-left: ಶಿಕ್ಷಣ ಕ್ಷೇತ್ರದಲ್ಲಿ ಮುಂಚೂಣಿ ಸಂಸ್ಥೆಯಾದ ನವ್ನೀತ್ ಎಜುಕೇಶನ್ ಲಿಮಿಟೆಡ್, ಶಿಕ್ಷಕರಿಗೆ ಜ್ಞಾನ ಮತ್ತು ಸಂಪನ್ಮೂಲಗಳ ಸುಲಭ ಪ್ರವೇಶಾವಕಾಶ ಒದಗಿಸಿ ಬಲಪಡಿಸುವುದಕ್ಕಾಗಿಯೇ ವಿನ್ಯಾಸಗೊಳಿಸಿರುವ ವಿನೂತನ ವೇದಿಕೆ ನವ್ನೀತ್ ಎಐ ಪರಿಚಯಿಸುವುದಾಗಿ ಘೋಷಿಸಲು ಉತ್ಸುಕರಾಗಿದೆ. ನವ್ನೀತ್ ವಿಶಿಷ್ಟ ಶೈಕ್ಷಣಿಕ ಸಾಮಗ್ರಿಗಳ ಪೂರೈಕೆಯಲ್ಲಿ ಪಡೆದಿರುವ ಪರಿಣತಿಯ ಬಲದಿಂದ ನವ್ನೀತ್ ಎಐ ಸಾಧನಗಳನ್ನು ಪರಿಕರ ಸಂಪನ್ಮೂಲಗಳಿಗೆ ಸುಲಭ ಪ್ರವೇಶ, ಬಹುಮುಖಿ ವಿಷಯ ಗಳು, ಬೋಧನೆಗೆ ಯೋಜನೆ ಹಾಗೂ ಮೌಲ್ಯಮಾಪನ ಪರಿಕರಗಳು, ಹೋಂವರ್ಕ್, ಪಿಪಿಟಿಗಳು, ಫ್ಲ್ಯಾಷ್‌ಕಾರ್ಡ್‌ಗಳು, ಸಾರಾಂಶಗಳು ಹಾಗೂ ಇನ್ನೂ ಅನೇಕ ವಿಷಯಗಳನ್ನು ಸೃಷ್ಟಿಸಲು ನೆರವಾಗಲಿದೆ. ಹಲವಾರು ಪಠ್ಯಕ್ರಮಗಳೊಂದಿಗೆ ಹೊಂದಾಣಿಕೆಯಾಗುವ ಮೂಲಕ ನವ್ನೀತ್ ಎಐ ಸಾಧನವು ಶಿಕ್ಷಕರು ಹಾಗೂ ವಿದ್ಯಾರ್ಥಿಗಳಿಗೆ ಅತ್ಯಂತ ಪ್ರಸ್ತುತ ಮತ್ತು ಗುಣಮಟ್ಟದ ಸಾಮಗ್ರಿಗಳ ಪ್ರವೇಶಾವಕಾಶ ಒದಗಿಸುತ್ತದೆ. ನವ್ನೀತ್ ಎಐ ಡೆವಲಪ್‌ಮೆಂಟ್ ಸ್ಟಾರ್ಟಪ್ ವಿಷಯಕ್ಕೆ ಸಂಬಂಧಿಸಿದ 21 ದೇಶಗಳ ಪರಿಣಿತರನ್ನು ಒಳಗೊಂಡಿದೆ. (324, 11, 675, 154)
ramya-text-col2: ಅಕ್ಕಿಯಾದಿದರು ಎನ್ನಲಾಗಿದೆ. ಇದೊಂದು ಸಂಬಂಧದಲ್ಲಿದ್ದರು ಎನ್ನುವ ವದಂತಿ ಹರಡಿದೆ. ಆದರೆ ನಿರ್ದೇಶಕ ರವಿಕುಮಾರ್ ಅವರು ರಮ್ಯಾ ಕೃಷ್ಣ ಅವರನ್ನು ಭೇಟಿಯಾಗುವ ಮೊದಲೇ ಮದುವೆಯಾಗಿದ್ದರು. ಈ ದಿನಗಳಲ್ಲಿ ನಿರ್ದೇಶಕರ ನಡುವೆ ಗೊಂದಲ ಇತ್ತು. ಸಂಬಂಧದ ಬಗ್ಗೆ ಹಬ್ಬಿದ ಸುದ್ದಿಯನ್ನು ಪತ್ರಿಕೆಗಳಲ್ಲಿ ಬರೆದಿದ್ದರು. ರಮ್ಯಾ ಕೃಷ್ಣ ಅವರ ಪತಿ ಕೃಷ್ಣವಂಶಿ ಈ ಸುದ್ದಿಯನ್ನು ಅಲ್ಲಗಳೆದಿದ್ದು, ಅಭಿಮಾನಿಗಳು ಚರ್ಚೆ ಮಾಡುತ್ತಿದ್ದಾರೆ. ರಮ್ಯಾ ಕೃಷ್ಣ ಮತ್ತು ರವಿಕುಮಾರ್ ಅವರು ಅನೇಕ ವರ್ಷಗಳಿಂದ ಉತ್ತಮ ಸ್ನೇಹಿತರಾಗಿದ್ದು, ಇಬ್ಬರೂ ಹಲವು ಯಶಸ್ವಿ ಸಿನಿಮಾ ನೀಡಿದ್ದಾರೆ. ಆ ಸಮಯದಲ್ಲಿ ಸಾಕಷ್ಟು ಚರ್ಚೆಗೆ ಕಾರಣವಾಗಿತ್ತು. ಈ ಬಗ್ಗೆ ಇಬ್ಬರೂ ಸ್ಪಷ್ಟನೆ ನೀಡಿದ್ದು, ಯಾವುದೇ ಸತ್ಯಾಂಶವಿಲ್ಲ ಎಂದು ತಿಳಿಸಿದ್ದಾರೆ. ಅಭಿಮಾನಿಗಳು ಈ ವಿಚಾರದಲ್ಲಿ ರಮ್ಯಾ ಬೆಂಬಲಕ್ಕೆ ನಿಂತಿದ್ದಾರೆ. (1125, 309, 1520, 419)
zodiac-sign-icon: ♈ (13, 2188, 52, 2227)
zodiac-text: ಕಟಕ: ವ್ಯಾಪಾರ ವ್ಯವಹಾರಗಳಲ್ಲಿ ಸಾಧಾರಣ ಪ್ರಗತಿ, ಆರ್ಥಿಕ ಏಳಿಗೆ, ದಾಯಾದಿಗಳಲ್ಲಿ ಕಲಹ. (282, 2061, 476, 2088)
chahal-headline (694, 790, 1521, 935)
avr-poster-text: ARVIND VENKATESH REDDY (966, 1833, 1089, 1843)
zodiac-item (486, 2191, 728, 2230)
avr-poster-number: 8 (965, 1604, 1090, 1811)
chahal-text-left: ಪ್ರ್ಯಾಯೋಗಿಕ ಕಲಿಕೆ ಮತ್ತು ಸಮಗ್ರ ಶಿಕ್ಷಣದಲ್ಲಿ ಮುಂಚೂಣಿಯಲ್ಲಿರುವ ಹಾಯ್-ಕಲ್ಲಾ ಗ್ರೂಪ್ ಆಫ್ ಸ್ಕೂಲ್ ಗೆ ಭಾರತದ ಖ್ಯಾತ ಕ್ರಿಕೆಟಿಗ ಯಜುವೇಂದ್ರ ಚಾಹಲ್ ಪಾಲುದಾರ ಮತ್ತು ಬ್ರ್ಯಾಂಡ್ ಅಂಬಾಸಿಡರ್ ಆಗಿ ಸೇರ್ಪಡೆಗೊಂಡಿದ್ದಾರೆ. ಈ ಸಹಭಾಗಿತ್ವವು ಶೈಕ್ಷಣಿಕ, ಕಿರು ಮತ್ತು ಸರ್ವತೋಮುಖ ಅಭಿವೃದ್ಧಿಯಲ್ಲಿ ಶ್ರೇಷ್ಠತೆಗಾಗಿ ಹಾಯ್ ಕಲ್ಲಾ ಬದ್ಧತೆಯನ್ನು ಇನ್ನಷ್ಟು ಬಲಪಡಿಸಲಿದೆ. ಈ ಪಾಲುದಾರಿಕೆ ಮೂಲಕ ಕ್ರೀಡಾಪಟುವಾಗಿ ಚಾಹಲ್ ಅವರ ಸ್ಫೂರ್ತಿದಾಯಕ ಪ್ರಯಾಣವು ವಿದ್ಯಾರ್ಥಿಗಳಲ್ಲಿ ಶಿಸ್ತು, ಸಮರ್ಪಣೆ ಮತ್ತು ಸಾಮರ್ಥ್ಯದ ಮೌಲ್ಯಗಳನ್ನು ಬೆಳೆಸಲು ಸಹಾಯ ಮಾಡುತ್ತದೆ. ಕ್ರೀಡಾ ಮನೋಭಾವವನ್ನು ಉತ್ತೇಜಿಸಲು ಹಾಗೂ ಸಮಗ್ರ ಶಿಕ್ಷಣವನ್ನು ಒದಗಿಸಲು ಸಹಕಾರಿಯಾಗಲಿದೆ. (702, 1047, 889, 1244)
chahal-caption: ಚಾಹಲ್ ಅವರು ವಿಶೇಷ ಸಭೆ ಮತ್ತು ಸಂವಾದ ಕಾರ್ಯಕ್ರಮಗಳಲ್ಲಿ ಭಾಗವಹಿಸುವ ಮೂಲಕ ವಿದ್ಯಾರ್ಥಿಗಳನ್ನು ಪ್ರೇರೇಪಿಸಲಿದ್ದಾರೆ. ಶಿಕ್ಷಣ ಮತ್ತು ಕ್ರೀಡೆಗಳು ಮಕ್ಕಳ ಭವಿಷ್ಯವನ್ನು ರೂಪಿಸುವಲ್ಲಿ ಪ್ರಮುಖ ಪಾತ್ರ ವಹಿಸುತ್ತವೆ ಎಂದು ಚಾಹಲ್ ಹೇಳಿದರು. (898, 1264, 1238, 1307)
tips-word2: ಟಿಪ್ಸ್ (166, 150, 244, 191)
quiz-answer-upside: ಎಸ್.ಎಂ. ಕೃಷ್ಣ ಅವರ ಅವಧಿ (1258, 146, 1372, 161)
ramya-text-col1: ಚಿತ್ರರಂಗದಲ್ಲಿ ಸಿಲ್ವರ್ ಜುಬ್ಲಿ ಮುಗಿಸಿರುವ ನಟಿ ರಮ್ಯಾ ಕೃಷ್ಣ ಕುರಿತ ಸುದ್ದಿಯೊಂದು ಇದೀಗ ವೈರಲ್ ಆಗಿದೆ. ಬಹುಭಾಷಾ ಚಿತ್ರಗಳಲ್ಲಿ ಮಿಂಚಿದ್ದ ನಟಿ ಹಲವು ಹಿಟ್ ಸಿನಿಮಾಗಳಲ್ಲಿ ನಟಿಸಿದ್ದಾರೆ. 'ಬಾಹುಬಲಿ' ಚಿತ್ರದ ಮೂಲಕ ಮತ್ತೊಮ್ಮೆ ರಾಷ್ಟ್ರಮಟ್ಟದಲ್ಲಿ ಗುರುತಿಸಿಕೊಂಡ ನಟಿ ಟಾಲಿವುಡ್ ನಿರ್ದೇಶಕ ಕೃಷ್ಣವಂಶಿ ಅವರನ್ನು ವಿವಾಹವಾಗಿದ್ದಾರೆ. ರಮ್ಯಾಕೃಷ್ಣ ಮತ್ತು ಕೆ.ಎಸ್. ರವಿಕುಮಾರ್ ಅನೇಕ ಚಿತ್ರಗಳಲ್ಲಿ ಒಟ್ಟಾಗಿ ಕೆಲಸ ಮಾಡಿದ್ದಾರೆ. 1999ರಲ್ಲಿ ತೆರೆ ಕಂಡ 'ಪಡೆಯಪ್ಪ' ಮತ್ತು 'ಬಾಹುಲಿ' ಚಿತ್ರಗಳಲ್ಲಿ ಅವರ ಪಾತ್ರ ಇಂದಿಗೂ ನೆನಪಿನಲ್ಲಿ ಉಳಿದಿದೆ. ಇದೀಗ ಚಿತ್ರದ ಶೂಟಿಂಗ್ ವೇಳೆ ನಡೆದ ಘಟನೆ ಬಗ್ಗೆ ಚರ್ಚೆ ನಡೆಯುತ್ತಿದೆ. (932, 325, 1117, 507)
signs-column-2 (235, 2060, 477, 2279)
zodiac-text: ಧನು: ಧನ ಲಾಭ, ರಾಜಕೀಯ ಸಮಾಜ ಕ್ಷೇತ್ರದಲ್ಲಿ ಗೌರವ, ಕಾರ್ಯ ಸಿದ್ಧಿ, ಮನಸ್ಸಿಗೆ ನೆಮ್ಮದಿ. (532, 2061, 724, 2088)
zodiac-sign-icon: ♏ (235, 2235, 274, 2274)
zodiac-sign-icon: ♌ (235, 2104, 274, 2143)
